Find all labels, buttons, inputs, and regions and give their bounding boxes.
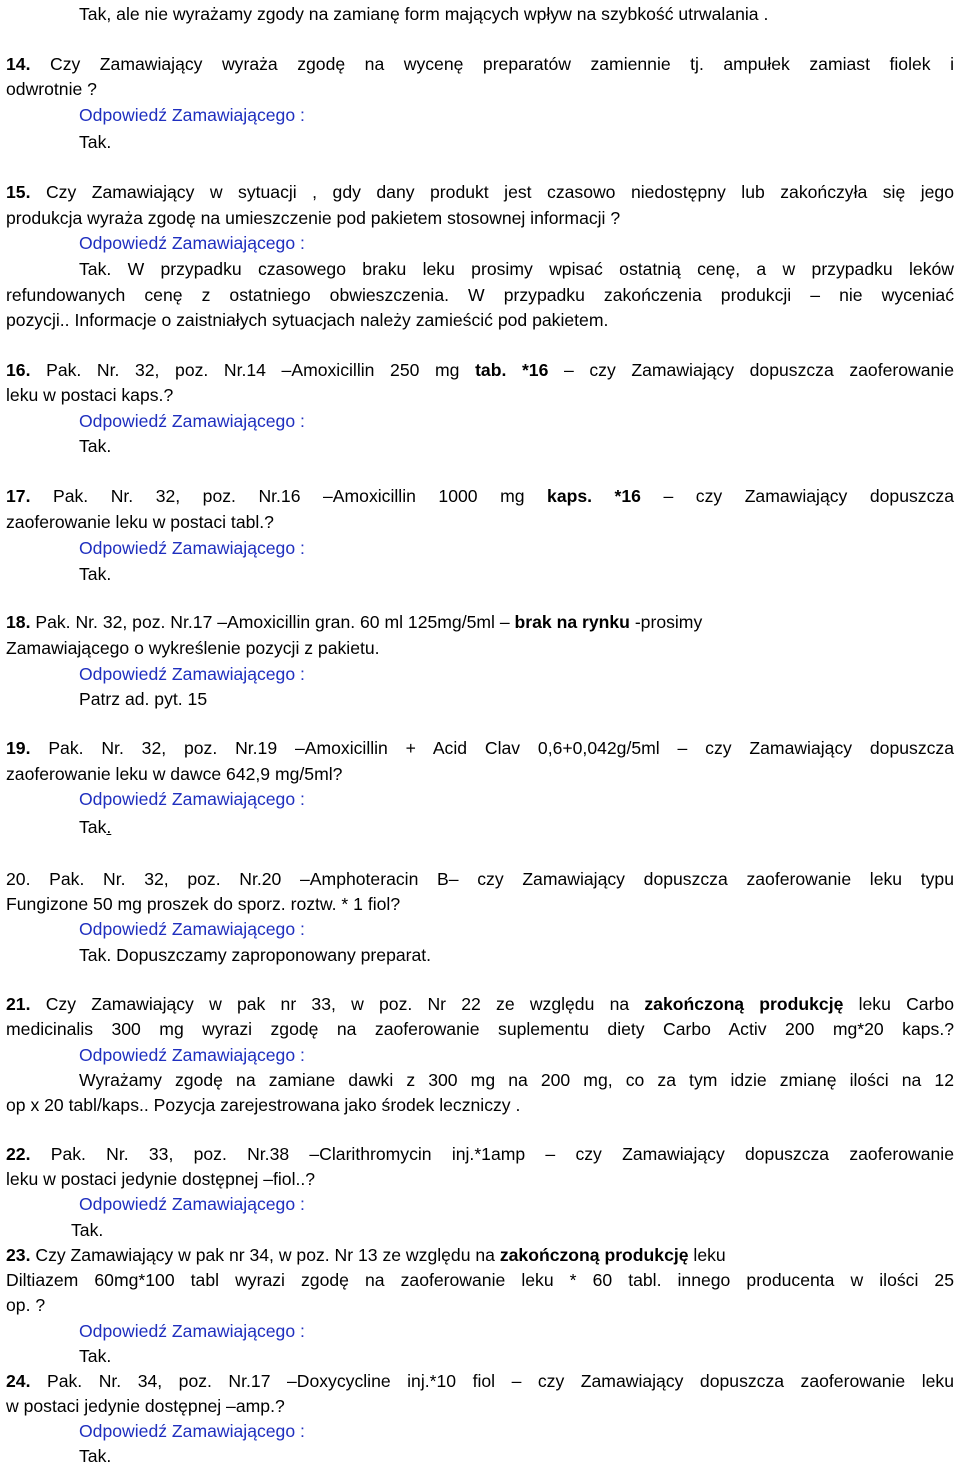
- question-text: -prosimy: [634, 612, 703, 632]
- question-number: 18.: [6, 612, 31, 632]
- question-22-line1: [6, 1142, 954, 1167]
- answer-text: Tak. Dopuszczamy zaproponowany preparat.: [79, 945, 432, 965]
- answer-word: Tak: [79, 817, 107, 837]
- question-22-line2: leku w postaci jedynie dostępnej –fiol..?: [6, 1169, 316, 1189]
- question-text: Czy Zamawiający w pak nr 34, w poz. Nr 13 ze względu na: [35, 1245, 495, 1265]
- answer-text: pozycji.. Informacje o zaistniałych sytuacjach należy zamieścić pod pakietem.: [6, 310, 609, 330]
- question-text: Czy Zamawiający w pak nr 33, w poz. Nr 22 ze względu na: [45, 994, 630, 1014]
- answer-label: Odpowiedź Zamawiającego :: [79, 538, 305, 558]
- answer-label: Odpowiedź Zamawiającego :: [79, 664, 305, 684]
- question-text-bold: kaps.: [547, 486, 593, 506]
- answer-text: Tak.: [79, 436, 112, 456]
- question-20-line2: Fungizone 50 mg proszek do sporz. roztw. * 1 fiol?: [6, 894, 401, 914]
- question-number: 16.: [6, 360, 31, 380]
- answer-label: Odpowiedź Zamawiającego :: [79, 919, 305, 939]
- question-15-line1: [6, 180, 954, 205]
- question-text: – czy Zamawiający dopuszcza: [663, 486, 954, 506]
- question-18-line1: [6, 610, 954, 635]
- question-text: Pak. Nr. 32, poz. Nr.20 –Amphoteracin B– czy Zamawiający dopuszcza zaoferowanie leku typu: [49, 869, 954, 889]
- answer-text: Tak, ale nie wyrażamy zgody na zamianę form mających wpływ na szybkość utrwalania .: [79, 4, 769, 24]
- answer-label: Odpowiedź Zamawiającego :: [79, 411, 305, 431]
- question-text: leku: [693, 1245, 726, 1265]
- answer-text: refundowanych cenę z ostatniego obwieszczenia. W przypadku zakończenia produkcji – nie wyceniać: [6, 285, 954, 305]
- question-text: – czy Zamawiający dopuszcza zaoferowanie: [563, 360, 955, 380]
- question-text: Pak. Nr. 32, poz. Nr.17 –Amoxicillin gran. 60 ml 125mg/5ml –: [35, 612, 510, 632]
- question-21-line1: [6, 992, 954, 1017]
- answer-text: Tak.: [79, 1446, 112, 1466]
- question-text-bold: brak na rynku: [514, 612, 630, 632]
- answer-text: Tak.: [79, 1346, 112, 1366]
- answer-label: Odpowiedź Zamawiającego :: [79, 233, 305, 253]
- question-text: Pak. Nr. 32, poz. Nr.19 –Amoxicillin + Acid Clav 0,6+0,042g/5ml – czy Zamawiający dopuszcza: [48, 738, 954, 758]
- question-text: Pak. Nr. 33, poz. Nr.38 –Clarithromycin inj.*1amp – czy Zamawiający dopuszcza zaoferowanie: [50, 1144, 954, 1164]
- answer-label: Odpowiedź Zamawiającego :: [79, 1321, 305, 1341]
- question-17-line2: zaoferowanie leku w postaci tabl.?: [6, 512, 274, 532]
- question-text: Pak. Nr. 34, poz. Nr.17 –Doxycycline inj.*10 fiol – czy Zamawiający dopuszcza zaoferowanie leku: [46, 1371, 954, 1391]
- question-19-line1: [6, 736, 954, 761]
- answer-dot: .: [106, 817, 112, 837]
- answer-text: Tak.: [71, 1220, 104, 1240]
- question-text: Czy Zamawiający wyraża zgodę na wycenę preparatów zamiennie tj. ampułek zamiast fiolek i: [49, 54, 954, 74]
- question-number: 22.: [6, 1144, 31, 1164]
- answer-text: Patrz ad. pyt. 15: [79, 689, 208, 709]
- question-text: Czy Zamawiający w sytuacji , gdy dany produkt jest czasowo niedostępny lub zakończyła się jego: [45, 182, 954, 202]
- question-16-line1: [6, 358, 954, 383]
- question-text: Pak. Nr. 32, poz. Nr.16 –Amoxicillin 1000 mg: [52, 486, 525, 506]
- question-14-line2: odwrotnie ?: [6, 79, 97, 99]
- question-21-line2: medicinalis 300 mg wyrazi zgodę na zaoferowanie suplementu diety Carbo Activ 200 mg*20 kaps.?: [6, 1019, 954, 1039]
- question-number: 23.: [6, 1245, 31, 1265]
- question-23-line1: [6, 1243, 954, 1268]
- question-19-line2: zaoferowanie leku w dawce 642,9 mg/5ml?: [6, 764, 343, 784]
- question-text-bold: *16: [614, 486, 641, 506]
- question-15-line2: produkcja wyraża zgodę na umieszczenie pod pakietem stosownej informacji ?: [6, 208, 621, 228]
- question-number: 14.: [6, 54, 31, 74]
- question-number: 20.: [6, 869, 31, 889]
- question-16-line2: leku w postaci kaps.?: [6, 385, 174, 405]
- question-text: Pak. Nr. 32, poz. Nr.14 –Amoxicillin 250 mg: [46, 360, 460, 380]
- answer-label: Odpowiedź Zamawiającego :: [79, 1421, 305, 1441]
- question-text: leku Carbo: [858, 994, 955, 1014]
- question-text-bold: *16: [521, 360, 549, 380]
- question-text-bold: zakończoną produkcję: [644, 994, 844, 1014]
- question-24-line1: [6, 1369, 954, 1394]
- question-23-line3: op. ?: [6, 1295, 46, 1315]
- answer-text: [79, 815, 111, 840]
- question-number: 17.: [6, 486, 31, 506]
- answer-text: op x 20 tabl/kaps.. Pozycja zarejestrowana jako środek leczniczy .: [6, 1095, 521, 1115]
- answer-text: Tak.: [79, 564, 112, 584]
- answer-text: Tak.: [79, 132, 112, 152]
- question-number: 15.: [6, 182, 31, 202]
- question-24-line2: w postaci jedynie dostępnej –amp.?: [6, 1396, 285, 1416]
- answer-label: Odpowiedź Zamawiającego :: [79, 789, 305, 809]
- question-17-line1: [6, 484, 954, 509]
- question-14-line1: [6, 52, 954, 77]
- question-number: 24.: [6, 1371, 31, 1391]
- question-text-bold: zakończoną produkcję: [499, 1245, 689, 1265]
- question-20-line1: [6, 867, 954, 892]
- question-23-line2: Diltiazem 60mg*100 tabl wyrazi zgodę na zaoferowanie leku * 60 tabl. innego producenta w ilości 25: [6, 1270, 954, 1290]
- question-18-line2: Zamawiającego o wykreślenie pozycji z pakietu.: [6, 638, 380, 658]
- question-number: 21.: [6, 994, 31, 1014]
- question-text-bold: tab.: [475, 360, 507, 380]
- question-number: 19.: [6, 738, 31, 758]
- answer-text: Wyrażamy zgodę na zamiane dawki z 300 mg na 200 mg, co za tym idzie zmianę ilości na 12: [79, 1070, 954, 1090]
- answer-label: Odpowiedź Zamawiającego :: [79, 1194, 305, 1214]
- answer-label: Odpowiedź Zamawiającego :: [79, 1045, 305, 1065]
- answer-label: Odpowiedź Zamawiającego :: [79, 105, 305, 125]
- answer-text: Tak. W przypadku czasowego braku leku prosimy wpisać ostatnią cenę, a w przypadku leków: [79, 259, 954, 279]
